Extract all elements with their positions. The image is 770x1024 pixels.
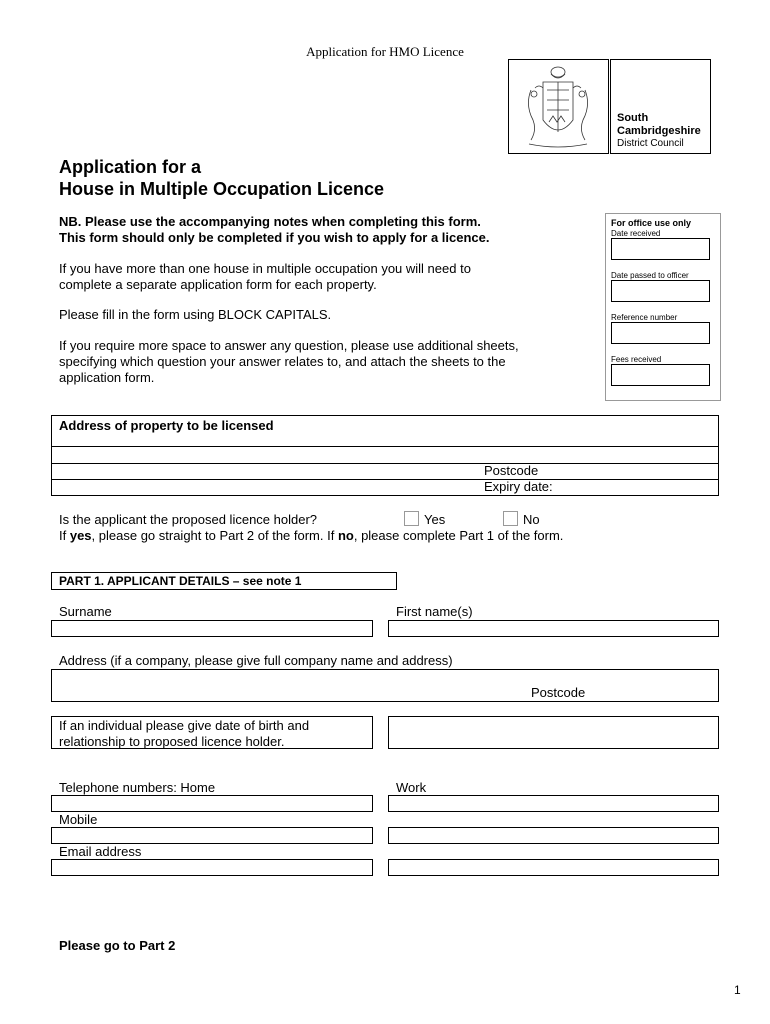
intro-p3-line2: specifying which question your answer relates to, and attach the sheets to the xyxy=(59,354,506,369)
go-to-part2: Please go to Part 2 xyxy=(59,938,176,953)
council-name-line3: District Council xyxy=(617,138,684,149)
date-passed-field[interactable] xyxy=(611,280,710,302)
reference-number-field[interactable] xyxy=(611,322,710,344)
yes-label: Yes xyxy=(424,512,446,527)
fees-received-field[interactable] xyxy=(611,364,710,386)
page-number: 1 xyxy=(734,983,741,997)
office-use-heading: For office use only xyxy=(611,218,692,228)
telephone-home-label: Telephone numbers: Home xyxy=(59,780,216,795)
intro-p1-line1: If you have more than one house in multiple occupation you will need to xyxy=(59,261,471,276)
fees-received-label: Fees received xyxy=(611,355,662,364)
property-address-heading: Address of property to be licensed xyxy=(59,418,274,433)
telephone-work-field[interactable] xyxy=(388,795,719,812)
applicant-address-label: Address (if a company, please give full company name and address) xyxy=(59,653,453,668)
no-label: No xyxy=(523,512,540,527)
surname-label: Surname xyxy=(59,604,112,619)
email-field[interactable] xyxy=(51,859,373,876)
instruction-yes: yes xyxy=(69,528,92,543)
licence-holder-question: Is the applicant the proposed licence holder? xyxy=(59,512,318,527)
instruction-end: , please complete Part 1 of the form. xyxy=(353,528,564,543)
expiry-date-label: Expiry date: xyxy=(484,479,553,494)
mobile-field[interactable] xyxy=(51,827,373,844)
applicant-address-line1[interactable] xyxy=(51,669,719,686)
mobile-field-2[interactable] xyxy=(388,827,719,844)
property-expiry-row[interactable] xyxy=(51,480,719,496)
telephone-home-field[interactable] xyxy=(51,795,373,812)
dob-label-box xyxy=(51,716,373,749)
document-header-title: Application for HMO Licence xyxy=(306,44,464,59)
part1-heading: PART 1. APPLICANT DETAILS – see note 1 xyxy=(59,574,302,588)
mobile-label: Mobile xyxy=(59,812,98,827)
council-name-panel xyxy=(610,59,711,154)
property-address-heading-box xyxy=(51,415,719,447)
property-address-line1[interactable] xyxy=(51,447,719,464)
date-passed-label: Date passed to officer xyxy=(611,271,689,280)
property-postcode-row[interactable] xyxy=(51,464,719,480)
applicant-postcode-label: Postcode xyxy=(531,685,586,700)
no-checkbox[interactable] xyxy=(503,511,518,526)
council-crest-logo xyxy=(508,59,609,154)
form-title-line1: Application for a xyxy=(59,157,202,177)
form-title-line2: House in Multiple Occupation Licence xyxy=(59,179,385,199)
instruction-mid: , please go straight to Part 2 of the form. If xyxy=(91,528,338,543)
intro-p2: Please fill in the form using BLOCK CAPITALS. xyxy=(59,307,332,322)
date-received-label: Date received xyxy=(611,229,661,238)
council-name-line2: Cambridgeshire xyxy=(617,125,701,137)
applicant-postcode-row[interactable] xyxy=(51,685,719,702)
intro-p3-line3: application form. xyxy=(59,370,155,385)
nb-line1: NB. Please use the accompanying notes when completing this form. xyxy=(59,214,481,229)
intro-p1-line2: complete a separate application form for each property. xyxy=(59,277,377,292)
nb-line2: This form should only be completed if you wish to apply for a licence. xyxy=(59,230,490,245)
email-label: Email address xyxy=(59,844,142,859)
intro-p3-line1: If you require more space to answer any question, please use additional sheets, xyxy=(59,338,519,353)
first-names-field[interactable] xyxy=(388,620,719,637)
office-use-panel xyxy=(605,213,721,401)
first-names-label: First name(s) xyxy=(396,604,473,619)
dob-relationship-field[interactable] xyxy=(388,716,719,749)
date-received-field[interactable] xyxy=(611,238,710,260)
email-field-2[interactable] xyxy=(388,859,719,876)
dob-label-line2: relationship to proposed licence holder. xyxy=(59,734,285,749)
reference-number-label: Reference number xyxy=(611,313,678,322)
council-name-line1: South xyxy=(617,112,649,124)
crest-icon xyxy=(509,60,608,153)
surname-field[interactable] xyxy=(51,620,373,637)
yes-checkbox[interactable] xyxy=(404,511,419,526)
part1-heading-box xyxy=(51,572,397,590)
instruction-if: If xyxy=(59,528,70,543)
dob-label-line1: If an individual please give date of birth and xyxy=(59,718,310,733)
property-postcode-label: Postcode xyxy=(484,463,539,478)
telephone-work-label: Work xyxy=(396,780,427,795)
question-instruction xyxy=(59,528,563,544)
instruction-no: no xyxy=(337,528,354,543)
